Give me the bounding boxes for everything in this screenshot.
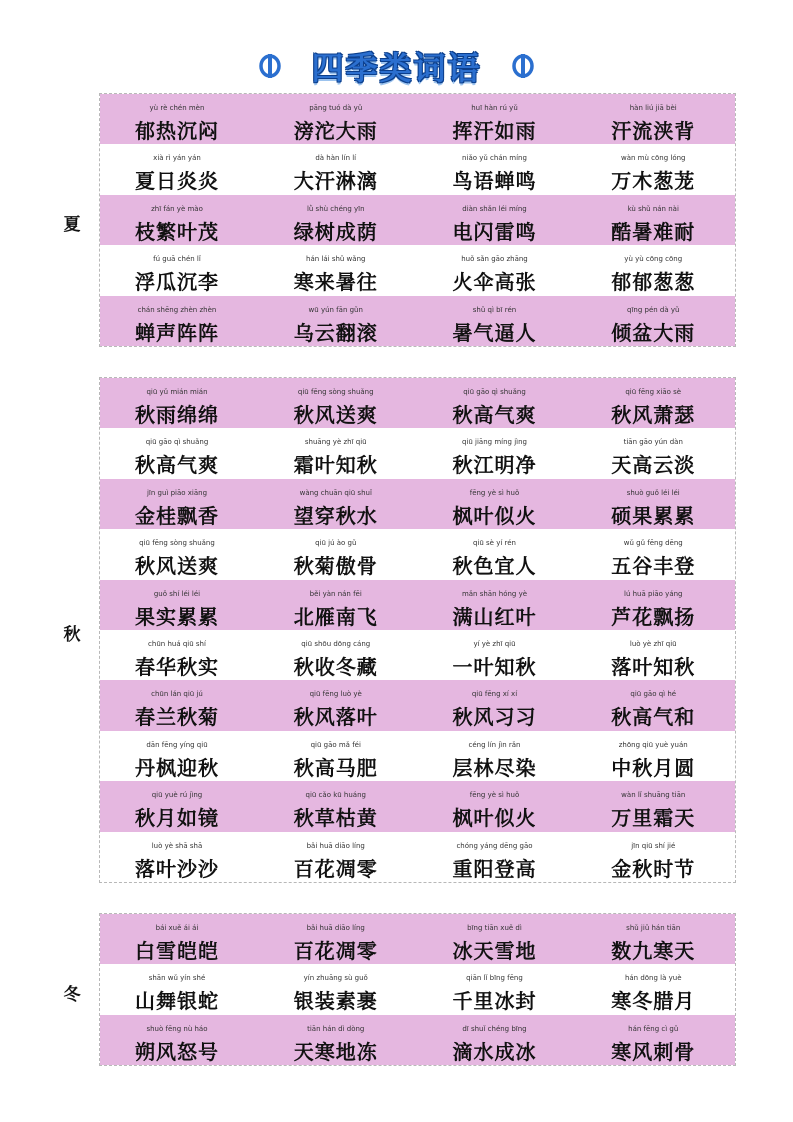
idiom-text: 满山红叶	[452, 604, 537, 629]
pinyin-text: niǎo yǔ chán míng	[462, 154, 527, 163]
season-label-winter: 冬	[63, 985, 81, 1005]
word-cell	[259, 296, 418, 346]
word-cell	[100, 680, 259, 730]
word-cell	[418, 630, 577, 680]
idiom-text: 硕果累累	[611, 503, 696, 528]
idiom-text: 滂沱大雨	[293, 119, 378, 143]
idiom-text: 秋风送爽	[293, 403, 378, 427]
pinyin-text: bǎi huā diāo líng	[306, 841, 365, 850]
word-cell	[576, 378, 735, 428]
idiom-text: 秋风萧瑟	[611, 403, 696, 427]
word-cell	[576, 731, 735, 781]
idiom-text: 秋菊傲骨	[293, 554, 378, 579]
word-row	[100, 428, 735, 478]
idiom-text: 芦花飘扬	[611, 604, 696, 629]
idiom-text: 电闪雷鸣	[452, 219, 537, 244]
word-row	[100, 378, 735, 428]
idiom-text: 落叶沙沙	[134, 856, 219, 881]
pinyin-text: kù shǔ nán nài	[627, 204, 679, 213]
pinyin-text: fēng yè sì huǒ	[469, 791, 520, 800]
word-cell	[259, 914, 418, 964]
word-cell	[576, 914, 735, 964]
idiom-text: 千里冰封	[452, 989, 537, 1014]
idiom-text: 中秋月圆	[611, 755, 696, 780]
word-cell	[259, 630, 418, 680]
word-row	[100, 914, 735, 964]
word-cell	[576, 94, 735, 144]
pinyin-text: xià rì yán yán	[153, 154, 201, 163]
word-row	[100, 832, 735, 882]
season-label-summer: 夏	[63, 215, 81, 235]
word-cell	[100, 428, 259, 478]
idiom-text: 倾盆大雨	[611, 320, 696, 345]
pinyin-text: hán dōng là yuè	[624, 974, 682, 983]
idiom-text: 百花凋零	[293, 856, 378, 881]
pinyin-text: tiān gāo yún dàn	[623, 438, 683, 447]
pinyin-text: shuāng yè zhī qiū	[304, 438, 367, 447]
idiom-text: 朔风怒号	[134, 1039, 219, 1064]
word-cell	[576, 428, 735, 478]
idiom-text: 滴水成冰	[452, 1039, 537, 1064]
word-cell	[418, 144, 577, 194]
word-cell	[576, 296, 735, 346]
pinyin-text: qiū yuè rú jìng	[151, 791, 203, 800]
idiom-text: 秋高气爽	[134, 453, 219, 478]
idiom-text: 数九寒天	[611, 939, 696, 963]
word-cell	[100, 731, 259, 781]
idiom-text: 秋风落叶	[293, 705, 378, 730]
pinyin-text: zhī fán yè mào	[151, 204, 203, 213]
pinyin-text: chūn huá qiū shí	[148, 639, 206, 648]
idiom-text: 枝繁叶茂	[134, 219, 219, 244]
idiom-text: 五谷丰登	[611, 554, 696, 579]
pinyin-text: qiū yǔ mián mián	[146, 388, 208, 396]
word-row	[100, 964, 735, 1014]
idiom-text: 蝉声阵阵	[134, 320, 219, 345]
idiom-text: 秋江明净	[452, 453, 537, 478]
pinyin-text: chūn lán qiū jú	[151, 690, 203, 699]
idiom-text: 丹枫迎秋	[134, 755, 219, 780]
idiom-text: 挥汗如雨	[452, 119, 537, 143]
pinyin-text: bái xuě ái ái	[155, 924, 199, 932]
idiom-text: 万木葱茏	[611, 169, 696, 194]
idiom-text: 秋雨绵绵	[134, 403, 219, 427]
word-cell	[100, 1015, 259, 1065]
pinyin-text: dī shuǐ chéng bīng	[462, 1024, 527, 1033]
word-cell	[418, 680, 577, 730]
word-row	[100, 1015, 735, 1065]
idiom-text: 秋收冬藏	[293, 654, 378, 679]
word-cell	[259, 964, 418, 1014]
pinyin-text: chóng yáng dēng gāo	[456, 841, 533, 850]
pinyin-text: qiū gāo qì shuǎng	[463, 388, 526, 396]
pinyin-text: yí yè zhī qiū	[473, 639, 516, 648]
word-cell	[259, 680, 418, 730]
idiom-text: 秋高气和	[611, 705, 696, 730]
word-cell	[100, 296, 259, 346]
pinyin-text: lǜ shù chéng yīn	[306, 204, 365, 213]
word-cell	[100, 144, 259, 194]
pinyin-text: céng lín jìn rǎn	[468, 740, 521, 749]
pinyin-text: guǒ shí léi léi	[153, 589, 201, 598]
word-cell	[418, 529, 577, 579]
word-cell	[576, 144, 735, 194]
word-cell	[100, 529, 259, 579]
word-cell	[418, 832, 577, 882]
pinyin-text: hàn liú jiā bèi	[629, 104, 677, 112]
word-row	[100, 630, 735, 680]
idiom-text: 汗流浃背	[611, 119, 696, 143]
page-title: 四季类词语	[311, 49, 482, 87]
word-cell	[259, 479, 418, 529]
pinyin-text: qiū jiāng míng jìng	[461, 438, 527, 447]
pinyin-text: tiān hán dì dòng	[307, 1024, 365, 1033]
pinyin-text: qiū fēng sòng shuǎng	[297, 388, 374, 396]
pinyin-text: běi yàn nán fēi	[309, 589, 362, 598]
idiom-text: 郁郁葱葱	[611, 270, 696, 295]
pinyin-text: jīn guì piāo xiāng	[146, 488, 208, 497]
idiom-text: 秋风习习	[452, 705, 537, 730]
idiom-text: 枫叶似火	[452, 503, 537, 528]
pinyin-text: bīng tiān xuě dì	[467, 924, 522, 932]
pinyin-text: diàn shǎn léi míng	[462, 204, 527, 213]
idiom-text: 郁热沉闷	[134, 119, 219, 143]
word-row	[100, 94, 735, 144]
word-cell	[259, 245, 418, 295]
word-cell	[418, 94, 577, 144]
pinyin-text: qiū sè yí rén	[472, 539, 516, 548]
word-cell	[418, 781, 577, 831]
idiom-text: 乌云翻滚	[293, 320, 378, 345]
idiom-text: 金桂飘香	[134, 503, 219, 528]
pinyin-text: qiū cǎo kū huáng	[305, 791, 366, 800]
idiom-text: 浮瓜沉李	[134, 270, 219, 295]
word-row	[100, 680, 735, 730]
word-cell	[100, 580, 259, 630]
pinyin-text: qiū fēng xiāo sè	[625, 388, 682, 396]
word-cell	[100, 479, 259, 529]
word-cell	[418, 479, 577, 529]
idiom-text: 春兰秋菊	[134, 705, 219, 730]
word-row	[100, 479, 735, 529]
word-cell	[576, 245, 735, 295]
pinyin-text: yù rè chén mèn	[149, 104, 205, 112]
word-row	[100, 144, 735, 194]
idiom-text: 一叶知秋	[452, 654, 537, 679]
word-cell	[100, 832, 259, 882]
pinyin-text: qiān lǐ bīng fēng	[466, 974, 523, 983]
word-cell	[576, 580, 735, 630]
word-cell	[259, 144, 418, 194]
word-cell	[418, 1015, 577, 1065]
season-section-autumn	[99, 377, 736, 883]
pinyin-text: qīng pén dà yǔ	[627, 305, 680, 314]
word-cell	[259, 378, 418, 428]
pinyin-text: shuò guǒ léi léi	[626, 488, 680, 497]
word-cell	[418, 245, 577, 295]
pinyin-text: mǎn shān hóng yè	[461, 589, 528, 598]
pinyin-text: hán lái shǔ wǎng	[306, 255, 366, 264]
idiom-text: 寒来暑往	[293, 270, 378, 295]
idiom-text: 火伞高张	[452, 270, 537, 295]
word-row	[100, 245, 735, 295]
word-row	[100, 580, 735, 630]
idiom-text: 暑气逼人	[452, 320, 537, 345]
word-cell	[576, 964, 735, 1014]
pinyin-text: huī hàn rú yǔ	[471, 104, 518, 112]
pinyin-text: qiū gāo qì shuǎng	[145, 438, 209, 447]
word-cell	[576, 832, 735, 882]
word-row	[100, 731, 735, 781]
idiom-text: 落叶知秋	[611, 654, 696, 679]
pinyin-text: wàn mù cōng lóng	[620, 154, 686, 163]
word-cell	[259, 94, 418, 144]
word-cell	[259, 529, 418, 579]
word-cell	[100, 630, 259, 680]
word-cell	[100, 94, 259, 144]
pinyin-text: pāng tuó dà yǔ	[309, 104, 363, 112]
pinyin-text: wū yún fān gǔn	[308, 305, 363, 314]
pinyin-text: fú guā chén lǐ	[153, 255, 201, 264]
word-cell	[418, 296, 577, 346]
pinyin-text: yù yù cōng cōng	[624, 255, 683, 264]
idiom-text: 天寒地冻	[293, 1039, 378, 1064]
pinyin-text: wàn lǐ shuāng tiān	[621, 791, 686, 800]
idiom-text: 秋高气爽	[452, 403, 537, 427]
idiom-text: 寒风刺骨	[611, 1039, 696, 1064]
word-cell	[418, 428, 577, 478]
word-cell	[418, 964, 577, 1014]
idiom-text: 夏日炎炎	[134, 169, 219, 194]
word-cell	[576, 529, 735, 579]
word-cell	[418, 731, 577, 781]
idiom-text: 层林尽染	[452, 755, 537, 780]
idiom-text: 望穿秋水	[293, 503, 378, 528]
pinyin-text: dān fēng yíng qiū	[146, 740, 208, 749]
pinyin-text: qiū gāo qì hé	[630, 690, 677, 699]
idiom-text: 秋色宜人	[452, 554, 537, 579]
season-label-autumn: 秋	[63, 625, 81, 645]
pinyin-text: luò yè shā shā	[151, 841, 203, 850]
idiom-text: 大汗淋漓	[293, 169, 378, 194]
pinyin-text: shǔ jiǔ hán tiān	[626, 924, 681, 932]
idiom-text: 果实累累	[134, 604, 219, 629]
word-cell	[259, 781, 418, 831]
idiom-text: 天高云淡	[611, 453, 696, 478]
pinyin-text: qiū gāo mǎ féi	[310, 740, 361, 749]
word-cell	[259, 731, 418, 781]
idiom-text: 北雁南飞	[293, 604, 378, 629]
idiom-text: 霜叶知秋	[293, 453, 378, 478]
word-cell	[259, 195, 418, 245]
circle-bar-ornament-icon	[510, 53, 536, 79]
pinyin-text: jīn qiū shí jié	[631, 841, 676, 850]
pinyin-text: yín zhuāng sù guǒ	[303, 974, 368, 983]
idiom-text: 枫叶似火	[452, 806, 537, 831]
pinyin-text: qiū fēng luò yè	[309, 690, 362, 699]
pinyin-text: qiū fēng xí xí	[471, 690, 518, 699]
pinyin-text: chán shēng zhèn zhèn	[137, 305, 217, 314]
word-cell	[259, 580, 418, 630]
idiom-text: 秋草枯黄	[293, 806, 378, 831]
idiom-text: 秋高马肥	[293, 755, 378, 780]
season-section-winter	[99, 913, 736, 1066]
word-cell	[418, 914, 577, 964]
season-section-summer	[99, 93, 736, 347]
word-cell	[259, 832, 418, 882]
pinyin-text: dà hàn lín lí	[315, 154, 357, 163]
word-cell	[259, 1015, 418, 1065]
word-cell	[576, 195, 735, 245]
idiom-text: 白雪皑皑	[134, 939, 219, 963]
word-cell	[576, 680, 735, 730]
word-cell	[100, 781, 259, 831]
pinyin-text: hán fēng cì gǔ	[628, 1024, 679, 1033]
pinyin-text: qiū fēng sòng shuǎng	[139, 539, 215, 548]
word-row	[100, 529, 735, 579]
word-cell	[418, 580, 577, 630]
word-cell	[100, 245, 259, 295]
pinyin-text: shuò fēng nù háo	[146, 1024, 208, 1033]
idiom-text: 寒冬腊月	[611, 989, 696, 1014]
idiom-text: 重阳登高	[452, 856, 537, 881]
word-cell	[576, 781, 735, 831]
circle-bar-ornament-icon	[257, 53, 283, 79]
word-row	[100, 296, 735, 346]
idiom-text: 绿树成荫	[293, 219, 378, 244]
idiom-text: 鸟语蝉鸣	[452, 169, 537, 194]
word-row	[100, 195, 735, 245]
idiom-text: 酷暑难耐	[611, 219, 696, 244]
pinyin-text: huǒ sǎn gāo zhāng	[461, 255, 528, 264]
pinyin-text: wǔ gǔ fēng dēng	[623, 539, 683, 548]
pinyin-text: lú huā piāo yáng	[623, 589, 683, 598]
idiom-text: 春华秋实	[134, 654, 219, 679]
pinyin-text: shān wǔ yín shé	[148, 974, 206, 983]
idiom-text: 秋月如镜	[134, 806, 219, 831]
idiom-text: 金秋时节	[611, 856, 696, 881]
word-cell	[100, 195, 259, 245]
idiom-text: 百花凋零	[293, 939, 378, 963]
pinyin-text: wàng chuān qiū shuǐ	[299, 488, 372, 497]
pinyin-text: shǔ qì bī rén	[472, 305, 517, 314]
pinyin-text: bǎi huā diāo líng	[306, 924, 365, 932]
idiom-text: 万里霜天	[611, 806, 696, 831]
idiom-text: 山舞银蛇	[134, 989, 219, 1014]
idiom-text: 银装素裹	[293, 989, 378, 1014]
word-cell	[576, 479, 735, 529]
word-cell	[100, 378, 259, 428]
pinyin-text: zhōng qiū yuè yuán	[618, 740, 688, 749]
word-cell	[259, 428, 418, 478]
title-row	[0, 44, 793, 88]
pinyin-text: fēng yè sì huǒ	[469, 488, 520, 497]
word-cell	[100, 964, 259, 1014]
pinyin-text: qiū jú ào gǔ	[315, 539, 357, 548]
pinyin-text: qiū shōu dōng cáng	[301, 639, 371, 648]
word-cell	[100, 914, 259, 964]
word-row	[100, 781, 735, 831]
word-cell	[576, 630, 735, 680]
pinyin-text: luò yè zhī qiū	[629, 639, 677, 648]
idiom-text: 冰天雪地	[452, 939, 537, 963]
word-cell	[576, 1015, 735, 1065]
word-cell	[418, 378, 577, 428]
idiom-text: 秋风送爽	[134, 554, 219, 579]
word-cell	[418, 195, 577, 245]
